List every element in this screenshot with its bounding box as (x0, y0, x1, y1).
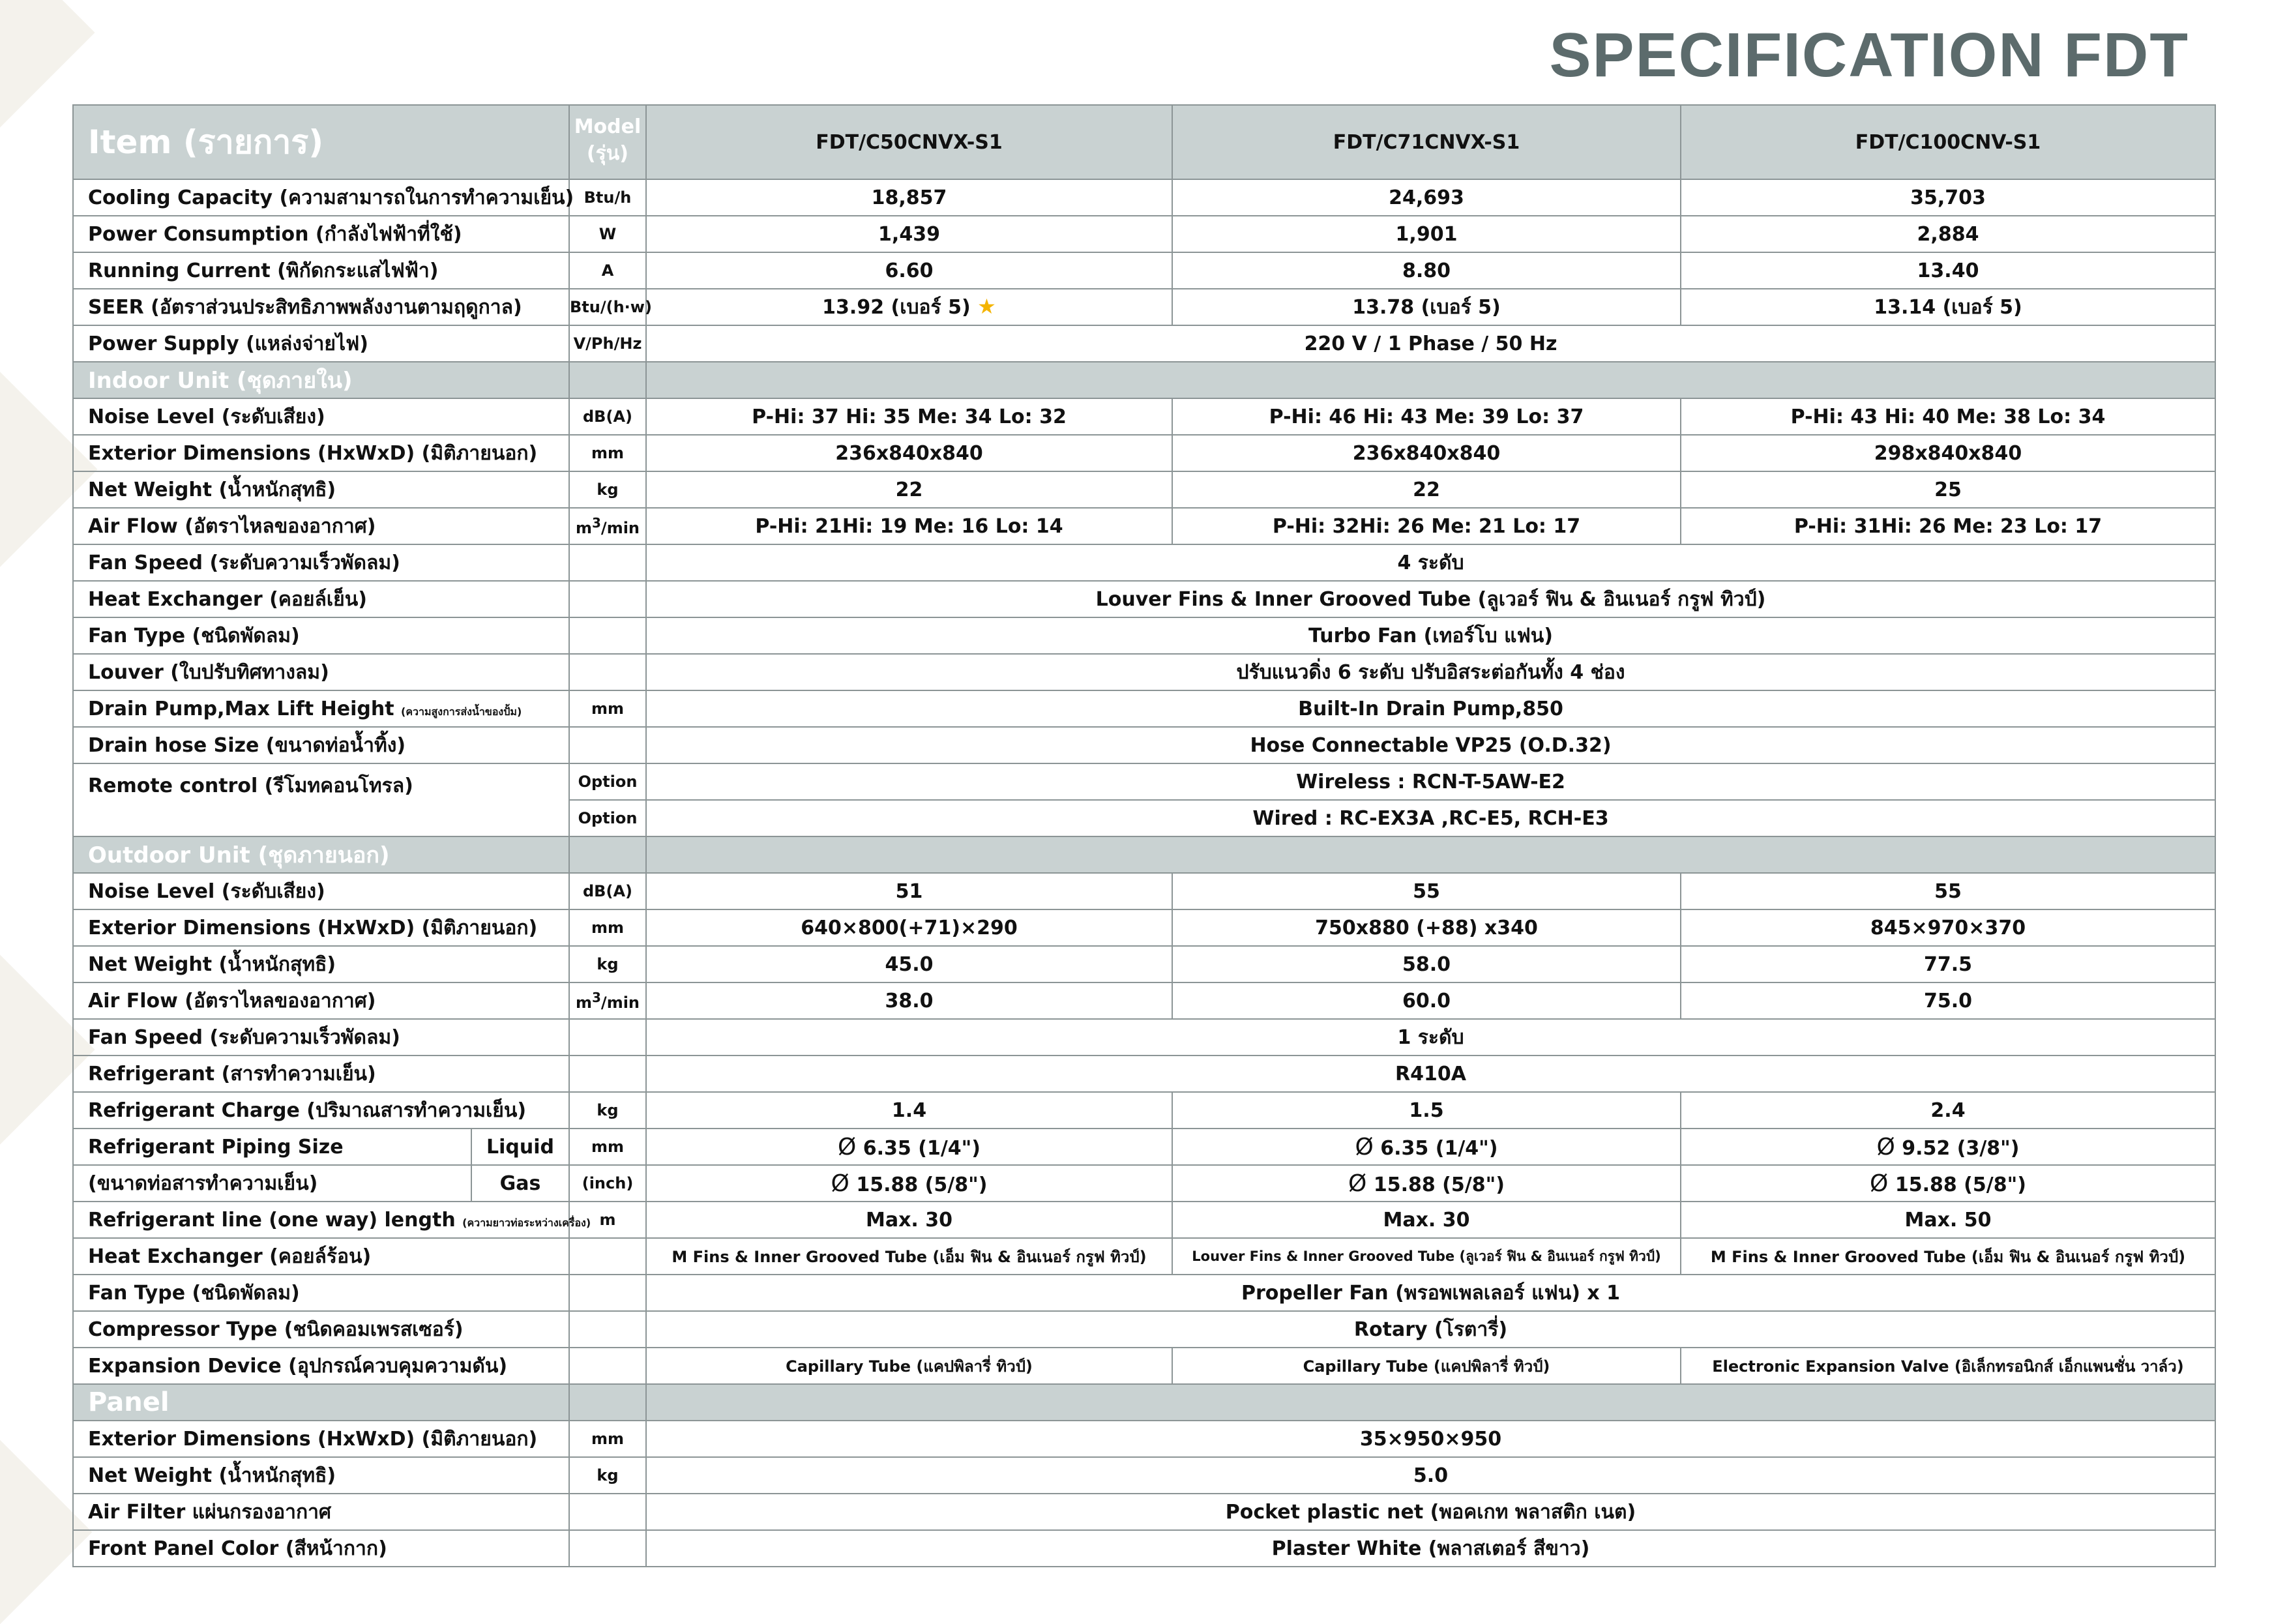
row-label: Front Panel Color (สีหน้ากาก) (73, 1530, 569, 1567)
row-value: Pocket plastic net (พอคเกท พลาสติก เนต) (646, 1494, 2215, 1530)
row-value: 13.78 (เบอร์ 5) (1172, 289, 1681, 325)
table-row (73, 252, 2215, 289)
row-value: P-Hi: 21Hi: 19 Me: 16 Lo: 14 (646, 508, 1172, 544)
table-row (73, 1421, 2215, 1457)
row-value: Wired : RC-EX3A ,RC-E5, RCH-E3 (646, 800, 2215, 836)
row-value: Built-In Drain Pump,850 (646, 690, 2215, 727)
row-value: 25 (1681, 471, 2215, 508)
row-value: Max. 50 (1681, 1202, 2215, 1238)
row-unit: A (569, 252, 646, 289)
table-row (73, 873, 2215, 909)
page-title: SPECIFICATION FDT (1549, 20, 2189, 90)
table-row (73, 581, 2215, 617)
table-row (73, 398, 2215, 435)
row-value: 298x840x840 (1681, 435, 2215, 471)
row-label: Power Supply (แหล่งจ่ายไฟ) (73, 325, 569, 362)
table-row (73, 216, 2215, 252)
row-label: Running Current (พิกัดกระแสไฟฟ้า) (73, 252, 569, 289)
row-value: Ø 6.35 (1/4") (646, 1129, 1172, 1165)
row-label: Drain Pump,Max Lift Height (ความสูงการส่งน้ำของปั้ม) (73, 690, 569, 727)
table-row (73, 946, 2215, 982)
row-value: Ø 15.88 (5/8") (1172, 1165, 1681, 1202)
row-value: 6.60 (646, 252, 1172, 289)
row-label: Drain hose Size (ขนาดท่อน้ำทิ้ง) (73, 727, 569, 763)
row-label: Remote control (รีโมทคอนโทรล) (73, 763, 569, 836)
row-unit: $m^3/\min$ (569, 982, 646, 1019)
row-value: Capillary Tube (แคปพิลารี่ ทิวป์) (646, 1348, 1172, 1384)
row-unit: Btu/h (569, 179, 646, 216)
row-value: Plaster White (พลาสเตอร์ สีขาว) (646, 1530, 2215, 1567)
row-value: 2.4 (1681, 1092, 2215, 1129)
row-unit: mm (569, 909, 646, 946)
row-label: Net Weight (น้ำหนักสุทธิ) (73, 1457, 569, 1494)
section-title: Outdoor Unit (ชุดภายนอก) (73, 836, 569, 873)
diameter-icon: Ø (1876, 1133, 1895, 1160)
row-value: 35×950×950 (646, 1421, 2215, 1457)
table-row (73, 690, 2215, 727)
row-unit: kg (569, 1092, 646, 1129)
row-label: Heat Exchanger (คอยล์ร้อน) (73, 1238, 569, 1275)
row-value: 5.0 (646, 1457, 2215, 1494)
row-value: 55 (1681, 873, 2215, 909)
row-value: 1.4 (646, 1092, 1172, 1129)
row-unit: (inch) (569, 1165, 646, 1202)
table-row (73, 325, 2215, 362)
row-value: 1,439 (646, 216, 1172, 252)
model-name: FDT/C71CNVX-S1 (1172, 105, 1681, 179)
row-unit: V/Ph/Hz (569, 325, 646, 362)
row-value: 22 (1172, 471, 1681, 508)
row-value: Propeller Fan (พรอพเพลเลอร์ แฟน) x 1 (646, 1275, 2215, 1311)
row-label: SEER (อัตราส่วนประสิทธิภาพพลังงานตามฤดูกาล) (73, 289, 569, 325)
row-value: 13.40 (1681, 252, 2215, 289)
row-value: Turbo Fan (เทอร์โบ แฟน) (646, 617, 2215, 654)
row-label: Exterior Dimensions (HxWxD) (มิติภายนอก) (73, 1421, 569, 1457)
row-unit: mm (569, 690, 646, 727)
item-header: Item (รายการ) (73, 105, 569, 179)
row-value: Rotary (โรตารี่) (646, 1311, 2215, 1348)
row-value: P-Hi: 31Hi: 26 Me: 23 Lo: 17 (1681, 508, 2215, 544)
row-value: 1.5 (1172, 1092, 1681, 1129)
row-value: 640×800(+71)×290 (646, 909, 1172, 946)
row-unit: kg (569, 946, 646, 982)
row-unit: m (569, 1202, 646, 1238)
table-row (73, 1348, 2215, 1384)
table-row (73, 1019, 2215, 1056)
table-row (73, 544, 2215, 581)
row-value: Ø 15.88 (5/8") (1681, 1165, 2215, 1202)
row-value: 236x840x840 (646, 435, 1172, 471)
row-value: Hose Connectable VP25 (O.D.32) (646, 727, 2215, 763)
row-value: Louver Fins & Inner Grooved Tube (ลูเวอร์ ฟิน & อินเนอร์ กรูฟ ทิวป์) (1172, 1238, 1681, 1275)
row-unit: Option (569, 763, 646, 800)
row-value: 38.0 (646, 982, 1172, 1019)
row-unit: Option (569, 800, 646, 836)
row-label: Refrigerant Piping Size (73, 1129, 471, 1165)
row-label: Compressor Type (ชนิดคอมเพรสเซอร์) (73, 1311, 569, 1348)
row-value: Wireless : RCN-T-5AW-E2 (646, 763, 2215, 800)
row-value: Max. 30 (1172, 1202, 1681, 1238)
row-value: Ø 15.88 (5/8") (646, 1165, 1172, 1202)
table-row (73, 435, 2215, 471)
row-label: Noise Level (ระดับเสียง) (73, 873, 569, 909)
row-value: 18,857 (646, 179, 1172, 216)
row-unit: dB(A) (569, 873, 646, 909)
row-label: Air Flow (อัตราไหลของอากาศ) (73, 508, 569, 544)
table-row (73, 1092, 2215, 1129)
row-value: 1,901 (1172, 216, 1681, 252)
table-row (73, 1494, 2215, 1530)
row-unit: kg (569, 1457, 646, 1494)
row-label: Fan Speed (ระดับความเร็วพัดลม) (73, 544, 569, 581)
diameter-icon: Ø (1348, 1170, 1367, 1197)
row-label: Cooling Capacity (ความสามารถในการทำความเย็น) (73, 179, 569, 216)
table-row (73, 1457, 2215, 1494)
row-unit: Btu/(h·w) (569, 289, 646, 325)
table-row (73, 1275, 2215, 1311)
row-value: 75.0 (1681, 982, 2215, 1019)
diameter-icon: Ø (837, 1133, 857, 1160)
row-label: Refrigerant line (one way) length (ความยาวท่อระหว่างเครื่อง) (73, 1202, 569, 1238)
diameter-icon: Ø (831, 1170, 849, 1197)
row-unit: mm (569, 1421, 646, 1457)
row-unit: kg (569, 471, 646, 508)
row-value: Max. 30 (646, 1202, 1172, 1238)
row-value: 8.80 (1172, 252, 1681, 289)
row-value: 13.92 (เบอร์ 5) ★ (646, 289, 1172, 325)
row-label: Exterior Dimensions (HxWxD) (มิติภายนอก) (73, 909, 569, 946)
table-row (73, 1129, 2215, 1165)
section-header-indoor (73, 362, 2215, 398)
table-header-row (73, 105, 2215, 179)
row-label: Exterior Dimensions (HxWxD) (มิติภายนอก) (73, 435, 569, 471)
row-value: 60.0 (1172, 982, 1681, 1019)
row-unit: W (569, 216, 646, 252)
row-value: P-Hi: 37 Hi: 35 Me: 34 Lo: 32 (646, 398, 1172, 435)
section-header-outdoor (73, 836, 2215, 873)
row-value: Capillary Tube (แคปพิลารี่ ทิวป์) (1172, 1348, 1681, 1384)
table-row (73, 727, 2215, 763)
model-name: FDT/C50CNVX-S1 (646, 105, 1172, 179)
row-value: 845×970×370 (1681, 909, 2215, 946)
row-label: Power Consumption (กำลังไฟฟ้าที่ใช้) (73, 216, 569, 252)
row-value: 24,693 (1172, 179, 1681, 216)
row-sublabel: Liquid (471, 1129, 569, 1165)
row-sublabel: Gas (471, 1165, 569, 1202)
table-row (73, 1530, 2215, 1567)
row-unit: dB(A) (569, 398, 646, 435)
star-icon: ★ (977, 293, 996, 319)
row-label: Noise Level (ระดับเสียง) (73, 398, 569, 435)
table-row (73, 471, 2215, 508)
row-value: 55 (1172, 873, 1681, 909)
row-value: P-Hi: 32Hi: 26 Me: 21 Lo: 17 (1172, 508, 1681, 544)
row-value: P-Hi: 43 Hi: 40 Me: 38 Lo: 34 (1681, 398, 2215, 435)
row-value: M Fins & Inner Grooved Tube (เอ็ม ฟิน & อินเนอร์ กรูฟ ทิวป์) (1681, 1238, 2215, 1275)
row-label: Net Weight (น้ำหนักสุทธิ) (73, 471, 569, 508)
table-row (73, 1202, 2215, 1238)
row-label: Fan Type (ชนิดพัดลม) (73, 1275, 569, 1311)
table-row (73, 1238, 2215, 1275)
row-label: Net Weight (น้ำหนักสุทธิ) (73, 946, 569, 982)
row-label: Heat Exchanger (คอยล์เย็น) (73, 581, 569, 617)
row-value: Ø 9.52 (3/8") (1681, 1129, 2215, 1165)
row-label: Expansion Device (อุปกรณ์ควบคุมความดัน) (73, 1348, 569, 1384)
row-value: Ø 6.35 (1/4") (1172, 1129, 1681, 1165)
row-unit: mm (569, 435, 646, 471)
row-value: 750x880 (+88) x340 (1172, 909, 1681, 946)
row-value: 1 ระดับ (646, 1019, 2215, 1056)
row-value: 13.14 (เบอร์ 5) (1681, 289, 2215, 325)
model-header: Model (รุ่น) (569, 105, 646, 179)
row-value: P-Hi: 46 Hi: 43 Me: 39 Lo: 37 (1172, 398, 1681, 435)
row-unit: mm (569, 1129, 646, 1165)
row-value: 236x840x840 (1172, 435, 1681, 471)
table-row (73, 1311, 2215, 1348)
row-value: 45.0 (646, 946, 1172, 982)
row-value: ปรับแนวดิ่ง 6 ระดับ ปรับอิสระต่อกันทั้ง 4 ช่อง (646, 654, 2215, 690)
row-value: 51 (646, 873, 1172, 909)
row-value: 77.5 (1681, 946, 2215, 982)
section-title: Indoor Unit (ชุดภายใน) (73, 362, 569, 398)
table-row (73, 909, 2215, 946)
table-row (73, 1165, 2215, 1202)
row-label: Refrigerant Charge (ปริมาณสารทำความเย็น) (73, 1092, 569, 1129)
row-label: (ขนาดท่อสารทำความเย็น) (73, 1165, 471, 1202)
row-value: Electronic Expansion Valve (อิเล็กทรอนิกส์ เอ็กแพนชั่น วาล์ว) (1681, 1348, 2215, 1384)
row-label: Air Filter แผ่นกรองอากาศ (73, 1494, 569, 1530)
row-value: 4 ระดับ (646, 544, 2215, 581)
diameter-icon: Ø (1355, 1133, 1374, 1160)
specification-table (72, 104, 2216, 1567)
row-value: Louver Fins & Inner Grooved Tube (ลูเวอร์ ฟิน & อินเนอร์ กรูฟ ทิวป์) (646, 581, 2215, 617)
diameter-icon: Ø (1870, 1170, 1889, 1197)
table-row (73, 179, 2215, 216)
table-row (73, 1056, 2215, 1092)
row-value: 2,884 (1681, 216, 2215, 252)
row-label: Fan Type (ชนิดพัดลม) (73, 617, 569, 654)
row-value: M Fins & Inner Grooved Tube (เอ็ม ฟิน & อินเนอร์ กรูฟ ทิวป์) (646, 1238, 1172, 1275)
model-name: FDT/C100CNV-S1 (1681, 105, 2215, 179)
row-value: 35,703 (1681, 179, 2215, 216)
row-label: Air Flow (อัตราไหลของอากาศ) (73, 982, 569, 1019)
row-unit: $m^3/\min$ (569, 508, 646, 544)
row-value: 22 (646, 471, 1172, 508)
row-label: Refrigerant (สารทำความเย็น) (73, 1056, 569, 1092)
table-row (73, 289, 2215, 325)
row-label: Fan Speed (ระดับความเร็วพัดลม) (73, 1019, 569, 1056)
row-label: Louver (ใบปรับทิศทางลม) (73, 654, 569, 690)
table-row (73, 763, 2215, 800)
section-title: Panel (73, 1384, 569, 1421)
table-row (73, 508, 2215, 544)
row-value: R410A (646, 1056, 2215, 1092)
table-row (73, 654, 2215, 690)
table-row (73, 982, 2215, 1019)
section-header-panel (73, 1384, 2215, 1421)
table-row (73, 617, 2215, 654)
row-value: 220 V / 1 Phase / 50 Hz (646, 325, 2215, 362)
row-value: 58.0 (1172, 946, 1681, 982)
